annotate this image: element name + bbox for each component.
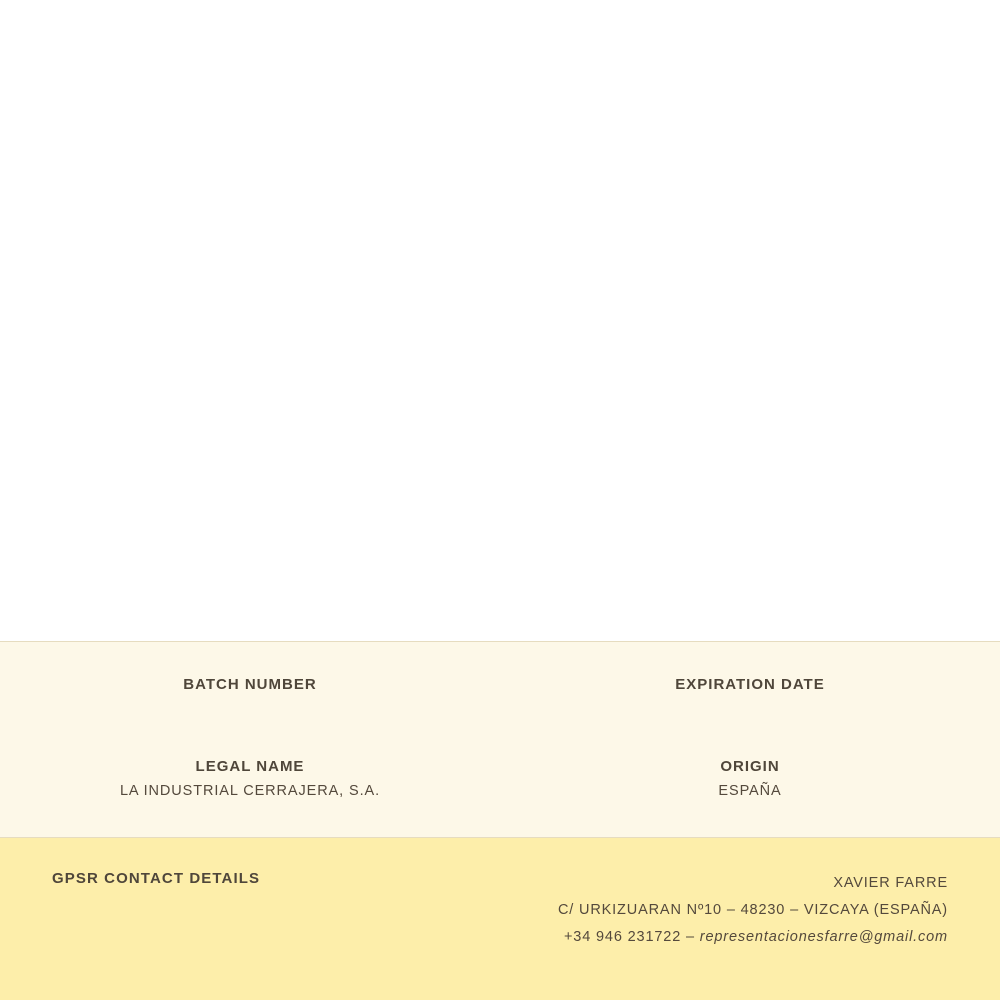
batch-number-label: BATCH NUMBER — [183, 676, 317, 693]
field-batch-number — [0, 676, 500, 701]
gpsr-title: GPSR CONTACT DETAILS — [52, 870, 261, 887]
field-origin — [500, 758, 1000, 799]
field-legal-name — [0, 758, 500, 799]
expiration-date-label: EXPIRATION DATE — [675, 676, 825, 693]
product-info-band — [0, 641, 1000, 838]
gpsr-contact-band — [0, 838, 1000, 1000]
gpsr-details — [558, 870, 948, 951]
gpsr-phone-email — [558, 924, 948, 951]
origin-label: ORIGIN — [720, 758, 780, 775]
field-expiration-date — [500, 676, 1000, 701]
legal-name-value: LA INDUSTRIAL CERRAJERA, S.A. — [119, 783, 381, 799]
gpsr-email[interactable]: representacionesfarre@gmail.com — [699, 929, 948, 945]
info-row-batch — [0, 642, 1000, 701]
legal-name-label: LEGAL NAME — [195, 758, 305, 775]
gpsr-address: C/ URKIZUARAN Nº10 – 48230 – VIZCAYA (ESPAÑA) — [557, 902, 948, 918]
origin-value: ESPAÑA — [718, 783, 782, 799]
gpsr-phone: +34 946 231722 – — [563, 929, 700, 945]
gpsr-contact-name: XAVIER FARRE — [833, 875, 948, 891]
info-row-legal — [0, 701, 1000, 799]
